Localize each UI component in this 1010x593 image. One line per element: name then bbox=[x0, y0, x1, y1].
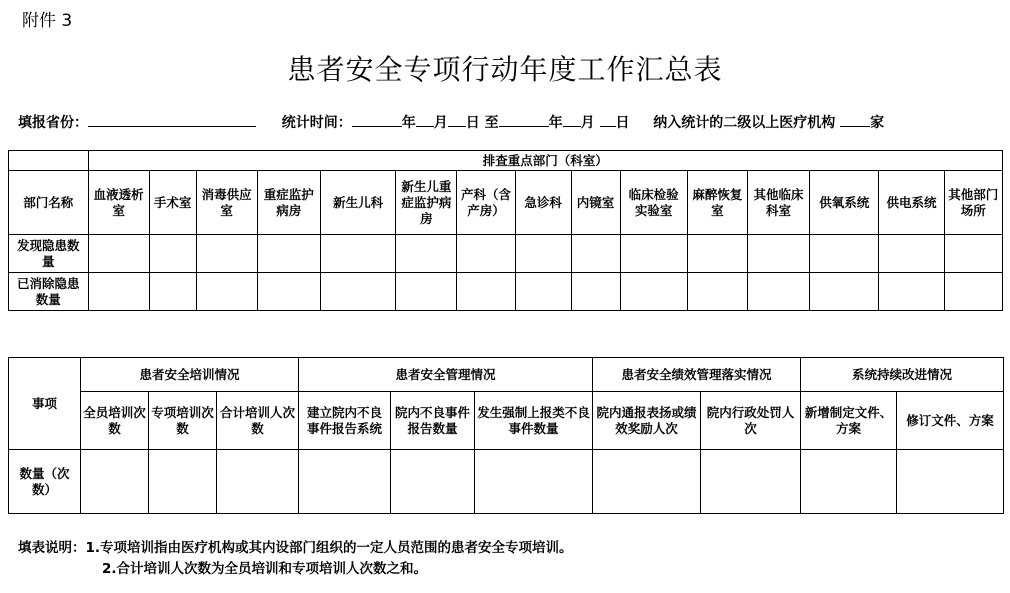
row-label: 已消除隐患数量 bbox=[9, 273, 89, 311]
month-text: 月 bbox=[433, 115, 448, 131]
data-cell[interactable] bbox=[747, 235, 809, 273]
data-cell[interactable] bbox=[299, 450, 391, 514]
province-field[interactable] bbox=[88, 113, 256, 127]
data-cell[interactable] bbox=[593, 450, 701, 514]
data-cell[interactable] bbox=[944, 235, 1002, 273]
data-cell[interactable] bbox=[620, 273, 687, 311]
data-cell[interactable] bbox=[457, 235, 515, 273]
dept-header: 新生儿科 bbox=[320, 171, 395, 235]
unit-text: 家 bbox=[870, 115, 885, 131]
table-row bbox=[9, 235, 1003, 273]
row-label: 数量（次数） bbox=[9, 450, 81, 514]
attachment-label: 附件 3 bbox=[22, 11, 73, 31]
data-cell[interactable] bbox=[620, 235, 687, 273]
dept-header: 手术室 bbox=[149, 171, 196, 235]
data-cell[interactable] bbox=[944, 273, 1002, 311]
empty-corner bbox=[9, 151, 89, 171]
data-cell[interactable] bbox=[81, 450, 149, 514]
data-cell[interactable] bbox=[217, 450, 299, 514]
notes-label: 填表说明： bbox=[18, 540, 86, 556]
table-row bbox=[9, 450, 1004, 514]
item-label: 事项 bbox=[9, 358, 81, 450]
data-cell[interactable] bbox=[747, 273, 809, 311]
data-cell[interactable] bbox=[810, 273, 879, 311]
end-month-field[interactable] bbox=[563, 113, 581, 127]
dept-header: 血液透析室 bbox=[88, 171, 149, 235]
fill-line bbox=[18, 112, 884, 132]
column-header: 专项培训次数 bbox=[149, 392, 217, 450]
institutions-count-field[interactable] bbox=[840, 113, 870, 127]
data-cell[interactable] bbox=[88, 235, 149, 273]
note-line: 2.合计培训人次数为全员培训和专项培训人次数之和。 bbox=[102, 561, 428, 577]
dept-header: 新生儿重症监护病房 bbox=[396, 171, 457, 235]
data-cell[interactable] bbox=[687, 235, 747, 273]
row-label: 发现隐患数量 bbox=[9, 235, 89, 273]
table-row bbox=[9, 273, 1003, 311]
end-day-field[interactable] bbox=[600, 113, 616, 127]
group-title: 患者安全管理情况 bbox=[299, 358, 593, 392]
data-cell[interactable] bbox=[257, 235, 320, 273]
year-text: 年 bbox=[401, 115, 416, 131]
note-line: 1.专项培训指由医疗机构或其内设部门组织的一定人员范围的患者安全专项培训。 bbox=[85, 540, 573, 556]
dept-header: 急诊科 bbox=[515, 171, 571, 235]
dept-header: 消毒供应室 bbox=[196, 171, 257, 235]
data-cell[interactable] bbox=[687, 273, 747, 311]
data-cell[interactable] bbox=[396, 235, 457, 273]
dept-header: 重症监护病房 bbox=[257, 171, 320, 235]
data-cell[interactable] bbox=[571, 273, 620, 311]
column-header: 院内行政处罚人次 bbox=[701, 392, 801, 450]
column-header: 新增制定文件、方案 bbox=[801, 392, 897, 450]
dept-header: 供电系统 bbox=[879, 171, 944, 235]
day-text: 日 bbox=[615, 115, 630, 131]
column-header: 全员培训次数 bbox=[81, 392, 149, 450]
data-cell[interactable] bbox=[515, 235, 571, 273]
dept-header: 其他部门场所 bbox=[944, 171, 1002, 235]
data-cell[interactable] bbox=[396, 273, 457, 311]
data-cell[interactable] bbox=[879, 273, 944, 311]
dept-header: 内镜室 bbox=[571, 171, 620, 235]
data-cell[interactable] bbox=[149, 273, 196, 311]
time-label: 统计时间： bbox=[281, 115, 352, 131]
dept-name-label: 部门名称 bbox=[9, 171, 89, 235]
column-header: 建立院内不良事件报告系统 bbox=[299, 392, 391, 450]
data-cell[interactable] bbox=[701, 450, 801, 514]
dept-header: 产科（含产房） bbox=[457, 171, 515, 235]
data-cell[interactable] bbox=[196, 235, 257, 273]
group-title: 患者安全培训情况 bbox=[81, 358, 299, 392]
hazard-table bbox=[8, 150, 1003, 311]
data-cell[interactable] bbox=[879, 235, 944, 273]
start-day-field[interactable] bbox=[448, 113, 466, 127]
to-text: 至 bbox=[484, 115, 499, 131]
data-cell[interactable] bbox=[515, 273, 571, 311]
data-cell[interactable] bbox=[571, 235, 620, 273]
group-title: 患者安全绩效管理落实情况 bbox=[593, 358, 801, 392]
data-cell[interactable] bbox=[257, 273, 320, 311]
start-year-field[interactable] bbox=[352, 113, 402, 127]
data-cell[interactable] bbox=[801, 450, 897, 514]
column-header: 院内通报表扬或绩效奖励人次 bbox=[593, 392, 701, 450]
start-month-field[interactable] bbox=[416, 113, 434, 127]
data-cell[interactable] bbox=[149, 450, 217, 514]
column-header: 院内不良事件报告数量 bbox=[391, 392, 475, 450]
group-title: 系统持续改进情况 bbox=[801, 358, 1004, 392]
institutions-label: 纳入统计的二级以上医疗机构 bbox=[653, 115, 836, 131]
data-cell[interactable] bbox=[897, 450, 1004, 514]
data-cell[interactable] bbox=[149, 235, 196, 273]
data-cell[interactable] bbox=[391, 450, 475, 514]
data-cell[interactable] bbox=[88, 273, 149, 311]
data-cell[interactable] bbox=[475, 450, 593, 514]
data-cell[interactable] bbox=[196, 273, 257, 311]
column-header: 发生强制上报类不良事件数量 bbox=[475, 392, 593, 450]
data-cell[interactable] bbox=[320, 273, 395, 311]
page-title: 患者安全专项行动年度工作汇总表 bbox=[287, 53, 723, 86]
column-header: 合计培训人次数 bbox=[217, 392, 299, 450]
group-header: 排查重点部门（科室） bbox=[88, 151, 1003, 171]
data-cell[interactable] bbox=[457, 273, 515, 311]
dept-header: 供氧系统 bbox=[810, 171, 879, 235]
data-cell[interactable] bbox=[320, 235, 395, 273]
fill-instructions bbox=[18, 538, 573, 580]
month-text: 月 bbox=[580, 115, 595, 131]
safety-summary-table bbox=[8, 357, 1004, 514]
dept-header: 麻醉恢复室 bbox=[687, 171, 747, 235]
province-label: 填报省份： bbox=[18, 115, 88, 131]
data-cell[interactable] bbox=[810, 235, 879, 273]
dept-header: 临床检验实验室 bbox=[620, 171, 687, 235]
dept-header: 其他临床科室 bbox=[747, 171, 809, 235]
column-header: 修订文件、方案 bbox=[897, 392, 1004, 450]
day-text: 日 bbox=[465, 115, 480, 131]
year-text: 年 bbox=[548, 115, 563, 131]
end-year-field[interactable] bbox=[499, 113, 549, 127]
